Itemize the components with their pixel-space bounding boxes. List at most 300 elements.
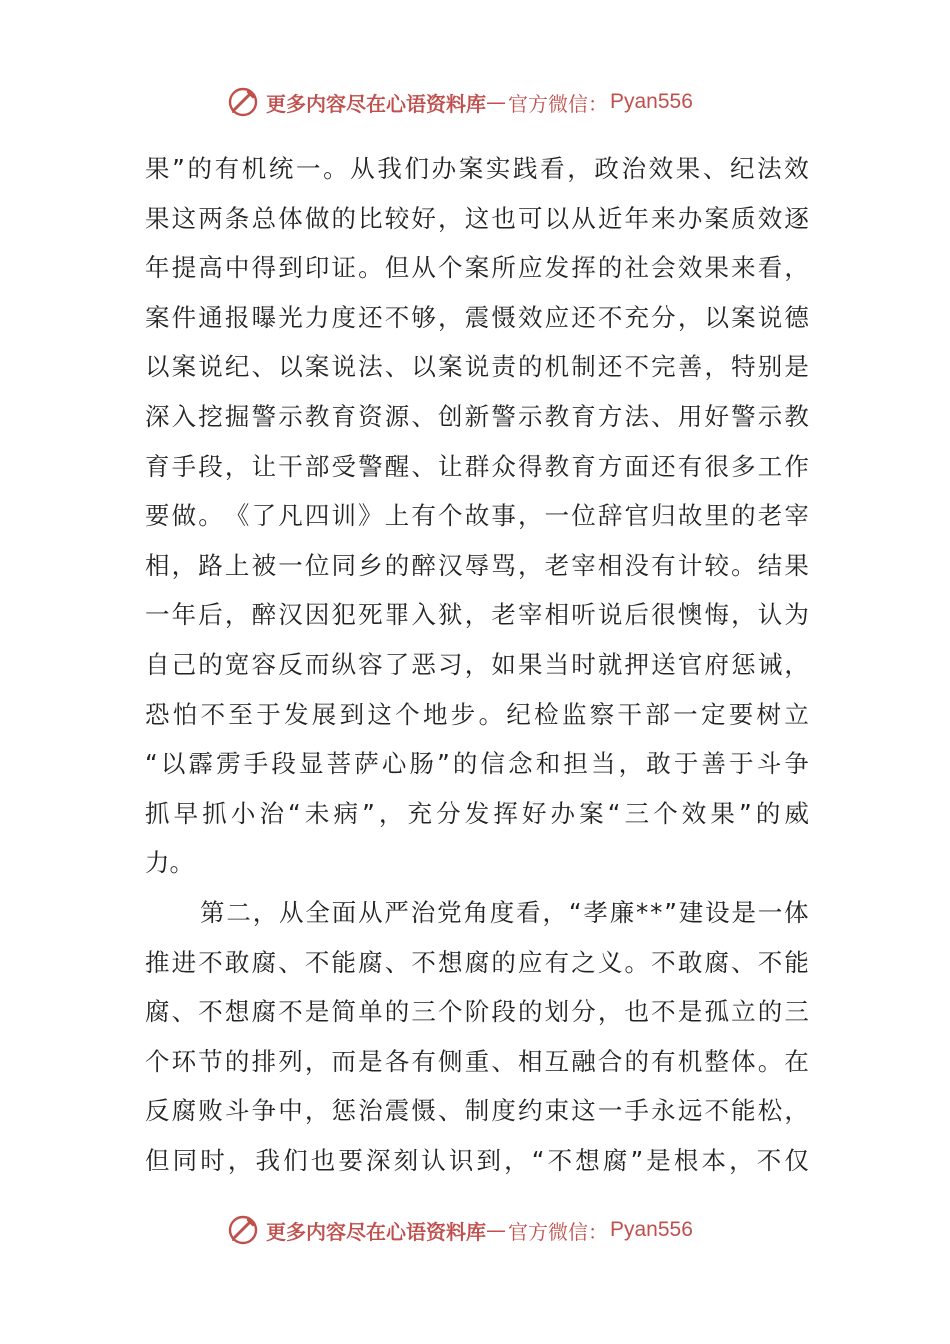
glyph: ， xyxy=(542,897,567,927)
glyph: 惩 xyxy=(731,649,756,679)
glyph: 让 xyxy=(438,451,463,481)
glyph: 的 xyxy=(384,997,410,1027)
glyph: 很 xyxy=(651,600,676,630)
glyph: 光 xyxy=(278,302,303,332)
glyph: 全 xyxy=(305,897,330,927)
glyph: 以 xyxy=(145,352,170,382)
glyph: 担 xyxy=(563,749,588,779)
glyph: 的 xyxy=(198,649,223,679)
glyph: 体 xyxy=(784,897,809,927)
glyph: 充 xyxy=(407,798,432,828)
glyph: 汉 xyxy=(278,600,303,630)
glyph: 刻 xyxy=(393,1145,419,1175)
glyph: ， xyxy=(464,649,490,679)
watermark-wechat-label: 官方微信： xyxy=(508,91,608,116)
glyph: ” xyxy=(739,798,752,828)
glyph: ， xyxy=(597,997,623,1027)
glyph: 们 xyxy=(404,154,429,183)
glyph: 案 xyxy=(145,302,170,332)
glyph: 腐 xyxy=(251,997,277,1027)
glyph: 是 xyxy=(731,897,756,927)
glyph: 不 xyxy=(756,1145,782,1175)
glyph: 到 xyxy=(278,253,303,283)
glyph: 恶 xyxy=(411,649,436,679)
watermark-wechat-label: 官方微信： xyxy=(508,1219,608,1244)
glyph: 有 xyxy=(411,501,436,531)
glyph: 政 xyxy=(594,154,619,183)
glyph: 育 xyxy=(571,451,596,481)
glyph: 的 xyxy=(517,352,543,382)
glyph: 办 xyxy=(677,203,703,233)
glyph: 悔 xyxy=(704,600,729,630)
glyph: 。 xyxy=(624,947,650,977)
glyph: 合 xyxy=(597,1046,623,1076)
glyph: 面 xyxy=(331,897,357,927)
glyph: 、 xyxy=(438,1096,463,1126)
glyph: 骂 xyxy=(491,550,516,580)
glyph: 够 xyxy=(411,302,436,332)
glyph: 慑 xyxy=(491,302,516,332)
glyph: 分 xyxy=(571,997,596,1027)
glyph: 应 xyxy=(517,947,543,977)
glyph: 监 xyxy=(561,699,587,729)
glyph: 宰 xyxy=(784,501,809,531)
glyph: 容 xyxy=(251,649,277,679)
glyph: 说 xyxy=(331,352,356,382)
glyph: 充 xyxy=(624,302,650,332)
glyph: 以 xyxy=(278,352,303,382)
glyph: 入 xyxy=(171,401,197,431)
glyph: 远 xyxy=(677,1096,703,1126)
glyph: 、 xyxy=(491,1046,516,1076)
glyph: 发 xyxy=(464,798,490,828)
glyph: “ xyxy=(288,798,301,828)
glyph: 约 xyxy=(517,1096,543,1126)
glyph: 二 xyxy=(226,897,251,927)
glyph: 中 xyxy=(224,253,250,283)
glyph: 懊 xyxy=(677,600,703,630)
glyph: 好 xyxy=(521,798,547,828)
glyph: 展 xyxy=(311,699,337,729)
glyph: 。 xyxy=(731,550,756,580)
glyph: 环 xyxy=(171,1046,197,1076)
glyph: 信 xyxy=(480,749,506,779)
text-line xyxy=(145,442,809,492)
glyph: 、 xyxy=(411,451,436,481)
glyph: 这 xyxy=(464,203,490,233)
glyph: 显 xyxy=(298,749,324,779)
glyph: 分 xyxy=(651,302,676,332)
glyph: 能 xyxy=(731,1096,756,1126)
glyph: 我 xyxy=(255,1145,280,1175)
glyph: 这 xyxy=(571,1096,596,1126)
glyph: 办 xyxy=(550,798,576,828)
glyph: 相 xyxy=(544,600,570,630)
glyph: ” xyxy=(437,749,450,779)
glyph: 警 xyxy=(251,401,277,431)
glyph: 腐 xyxy=(464,947,490,977)
glyph: 时 xyxy=(200,1145,225,1175)
glyph: 位 xyxy=(571,501,596,531)
glyph: 》 xyxy=(358,501,383,531)
glyph: 还 xyxy=(651,451,676,481)
glyph: 、 xyxy=(384,352,410,382)
glyph: 年 xyxy=(145,253,170,283)
glyph: 质 xyxy=(731,203,756,233)
glyph: 心 xyxy=(381,749,407,779)
glyph: 争 xyxy=(251,1096,277,1126)
glyph: ， xyxy=(567,154,592,183)
glyph: 证 xyxy=(331,253,356,283)
glyph: 不 xyxy=(384,302,410,332)
glyph: 威 xyxy=(784,798,809,828)
glyph: 多 xyxy=(731,451,756,481)
glyph: 效 xyxy=(784,154,809,183)
glyph: 果 xyxy=(517,649,543,679)
glyph: 实 xyxy=(485,154,511,183)
glyph: 挥 xyxy=(571,253,596,283)
glyph: 认 xyxy=(421,1145,446,1175)
glyph: 中 xyxy=(278,1096,303,1126)
glyph: 不 xyxy=(198,997,223,1027)
glyph: 三 xyxy=(784,997,809,1027)
glyph: 是 xyxy=(646,1145,671,1175)
glyph: 习 xyxy=(438,649,463,679)
glyph: 永 xyxy=(651,1096,676,1126)
glyph: 念 xyxy=(508,749,533,779)
glyph: 制 xyxy=(571,352,596,382)
glyph: 说 xyxy=(757,302,783,332)
glyph: 很 xyxy=(704,451,729,481)
glyph: 面 xyxy=(624,451,650,481)
glyph: 纪 xyxy=(224,352,250,382)
watermark-dash: — xyxy=(486,90,506,114)
glyph: 故 xyxy=(677,501,703,531)
glyph: 不 xyxy=(278,997,303,1027)
glyph: 后 xyxy=(624,600,650,630)
glyph: 己 xyxy=(171,649,197,679)
glyph: 以 xyxy=(160,749,186,779)
glyph: 于 xyxy=(256,699,281,729)
glyph: 要 xyxy=(338,1145,363,1175)
glyph: 廉 xyxy=(609,897,635,927)
glyph: 掘 xyxy=(224,401,250,431)
glyph: ， xyxy=(618,749,644,779)
glyph: “ xyxy=(607,798,621,828)
glyph: 善 xyxy=(701,749,727,779)
glyph: 果 xyxy=(784,550,809,580)
glyph: 立 xyxy=(784,699,809,729)
glyph: 划 xyxy=(544,997,570,1027)
document-body xyxy=(145,144,809,1185)
glyph: 一 xyxy=(673,699,698,729)
glyph: 腐 xyxy=(358,947,383,977)
glyph: 说 xyxy=(597,600,623,630)
glyph: 说 xyxy=(198,352,223,382)
glyph: 别 xyxy=(757,352,783,382)
glyph: 果 xyxy=(704,253,729,283)
glyph: 反 xyxy=(278,649,303,679)
glyph: 不 xyxy=(651,997,676,1027)
glyph: 一 xyxy=(597,1096,623,1126)
glyph: 上 xyxy=(224,550,250,580)
glyph: 腐 xyxy=(251,947,277,977)
glyph: 入 xyxy=(411,600,436,630)
glyph: 力 xyxy=(304,302,330,332)
glyph: 段 xyxy=(198,451,223,481)
glyph: 治 xyxy=(621,154,646,183)
glyph: 效 xyxy=(648,154,674,183)
glyph: 怕 xyxy=(172,699,198,729)
glyph: 力 xyxy=(145,848,170,878)
glyph: 做 xyxy=(171,501,197,531)
glyph: 看 xyxy=(516,897,541,927)
glyph: 排 xyxy=(251,1046,277,1076)
glyph: 育 xyxy=(331,401,356,431)
glyph: “ xyxy=(568,897,582,927)
glyph: ， xyxy=(517,550,543,580)
glyph: 凡 xyxy=(278,501,303,531)
glyph: 于 xyxy=(729,749,754,779)
glyph: 一 xyxy=(757,897,783,927)
glyph: ， xyxy=(731,600,756,630)
glyph: 好 xyxy=(411,203,436,233)
glyph: 逐 xyxy=(784,203,809,233)
glyph: 。 xyxy=(198,501,223,531)
glyph: 了 xyxy=(251,501,277,531)
glyph: 的 xyxy=(757,997,783,1027)
glyph: ， xyxy=(438,302,463,332)
text-line xyxy=(145,987,809,1037)
glyph: 教 xyxy=(544,451,570,481)
glyph: 度 xyxy=(331,302,356,332)
glyph: 案 xyxy=(731,302,756,332)
glyph: 警 xyxy=(731,401,756,431)
glyph: 孝 xyxy=(583,897,608,927)
glyph: 狱 xyxy=(438,600,463,630)
glyph: 群 xyxy=(464,451,490,481)
glyph: “ xyxy=(145,749,158,779)
footer-watermark xyxy=(226,1210,693,1250)
glyph: 能 xyxy=(784,947,809,977)
glyph: 未 xyxy=(304,798,330,828)
glyph: 不 xyxy=(200,699,226,729)
glyph: 德 xyxy=(784,302,809,332)
glyph: 深 xyxy=(366,1145,391,1175)
glyph: 法 xyxy=(624,401,650,431)
glyph: 来 xyxy=(731,253,756,283)
glyph: 是 xyxy=(784,352,809,382)
glyph: 但 xyxy=(384,253,410,283)
glyph: 相 xyxy=(517,1046,543,1076)
glyph: 被 xyxy=(251,550,277,580)
text-line xyxy=(145,1086,809,1136)
glyph: 比 xyxy=(358,203,383,233)
glyph: 个 xyxy=(145,1046,170,1076)
glyph: 部 xyxy=(304,451,330,481)
glyph: 归 xyxy=(651,501,676,531)
glyph: 。 xyxy=(478,699,504,729)
glyph: 树 xyxy=(756,699,782,729)
glyph: 醒 xyxy=(384,451,410,481)
glyph: 个 xyxy=(438,997,463,1027)
glyph: 法 xyxy=(757,154,782,183)
glyph: 教 xyxy=(304,401,330,431)
glyph: 惩 xyxy=(331,1096,356,1126)
glyph: 反 xyxy=(145,1096,170,1126)
glyph: 重 xyxy=(464,1046,490,1076)
glyph: 《 xyxy=(224,501,250,531)
glyph: 根 xyxy=(673,1145,699,1175)
glyph: 的 xyxy=(452,749,478,779)
glyph: 立 xyxy=(731,997,756,1027)
glyph: 还 xyxy=(597,352,623,382)
glyph: 宽 xyxy=(224,649,250,679)
glyph: 效 xyxy=(757,203,783,233)
glyph: 步 xyxy=(450,699,476,729)
glyph: 创 xyxy=(438,401,463,431)
glyph: 定 xyxy=(700,699,726,729)
glyph: 方 xyxy=(597,401,623,431)
glyph: 体 xyxy=(278,203,303,233)
glyph: 示 xyxy=(757,401,783,431)
glyph: 案 xyxy=(704,203,729,233)
glyph: 果 xyxy=(145,154,170,183)
glyph: 得 xyxy=(251,253,277,283)
glyph: 这 xyxy=(171,203,197,233)
glyph: 就 xyxy=(597,649,623,679)
glyph: 一 xyxy=(145,600,170,630)
glyph: 雳 xyxy=(216,749,241,779)
glyph: 单 xyxy=(358,997,383,1027)
glyph: 育 xyxy=(145,451,170,481)
glyph: 用 xyxy=(677,401,703,431)
glyph: 件 xyxy=(171,302,197,332)
glyph: 治 xyxy=(358,1096,383,1126)
glyph: 有 xyxy=(544,947,570,977)
glyph: 不 xyxy=(624,352,650,382)
glyph: 仅 xyxy=(784,1145,809,1175)
glyph: 官 xyxy=(624,501,650,531)
glyph: 好 xyxy=(704,401,729,431)
glyph: ， xyxy=(224,451,250,481)
glyph: 相 xyxy=(597,550,623,580)
glyph: 推 xyxy=(145,947,170,977)
glyph: 乡 xyxy=(358,550,383,580)
glyph: 应 xyxy=(544,302,570,332)
glyph: 腐 xyxy=(602,1145,628,1175)
header-watermark xyxy=(226,82,693,122)
glyph: 位 xyxy=(304,550,330,580)
glyph: 当 xyxy=(544,649,570,679)
glyph: ， xyxy=(227,1145,253,1175)
glyph: ， xyxy=(224,600,250,630)
glyph: 的 xyxy=(624,1046,650,1076)
glyph: 松 xyxy=(757,1096,783,1126)
glyph: 三 xyxy=(411,997,436,1027)
glyph: 老 xyxy=(757,501,783,531)
text-line xyxy=(145,1136,809,1186)
watermark-dash: — xyxy=(486,1218,506,1242)
glyph: 手 xyxy=(171,451,197,481)
glyph: 争 xyxy=(784,749,809,779)
glyph: 可 xyxy=(517,203,543,233)
glyph: 年 xyxy=(624,203,650,233)
glyph: 高 xyxy=(198,253,223,283)
glyph: 一 xyxy=(278,550,303,580)
glyph: 有 xyxy=(677,451,703,481)
glyph: 孤 xyxy=(704,997,729,1027)
glyph: 败 xyxy=(198,1096,223,1126)
text-line xyxy=(145,541,809,591)
glyph: 效 xyxy=(517,302,543,332)
text-line xyxy=(145,590,809,640)
glyph: 的 xyxy=(491,947,516,977)
text-line xyxy=(145,789,809,839)
watermark-text: 更多内容尽在心语资料库 xyxy=(266,1219,486,1244)
glyph: 府 xyxy=(704,649,729,679)
glyph: 示 xyxy=(517,401,543,431)
glyph: 上 xyxy=(384,501,410,531)
glyph: 于 xyxy=(673,749,699,779)
glyph: 察 xyxy=(589,699,615,729)
glyph: 罪 xyxy=(384,600,410,630)
glyph: 责 xyxy=(491,352,516,382)
glyph: 严 xyxy=(384,897,409,927)
glyph: 不 xyxy=(304,947,330,977)
glyph: 众 xyxy=(491,451,516,481)
glyph: 节 xyxy=(198,1046,223,1076)
glyph: 深 xyxy=(145,401,170,431)
glyph: 融 xyxy=(571,1046,596,1076)
glyph: 。 xyxy=(757,1046,783,1076)
glyph: 让 xyxy=(251,451,277,481)
glyph: 想 xyxy=(438,947,463,977)
glyph: 腐 xyxy=(145,997,170,1027)
text-line xyxy=(145,690,809,740)
glyph: 相 xyxy=(145,550,170,580)
glyph: ” xyxy=(172,154,185,183)
glyph: 两 xyxy=(198,203,223,233)
glyph: 机 xyxy=(544,352,570,382)
glyph: 辞 xyxy=(597,501,623,531)
glyph: “ xyxy=(531,1145,545,1175)
glyph: 宰 xyxy=(571,550,596,580)
glyph: 案 xyxy=(458,154,484,183)
glyph: 震 xyxy=(464,302,490,332)
glyph: 故 xyxy=(464,501,490,531)
glyph: 不 xyxy=(411,947,436,977)
glyph: 抓 xyxy=(202,798,227,828)
text-line xyxy=(145,144,809,194)
glyph: 诫 xyxy=(757,649,783,679)
glyph: 案 xyxy=(438,352,463,382)
glyph: 不 xyxy=(597,302,623,332)
glyph: 教 xyxy=(544,401,570,431)
text-line xyxy=(145,1037,809,1087)
glyph: 果 xyxy=(145,203,170,233)
glyph: 为 xyxy=(784,600,809,630)
glyph: 四 xyxy=(304,501,330,531)
glyph: 肠 xyxy=(409,749,434,779)
glyph: 段 xyxy=(271,749,296,779)
glyph: 的 xyxy=(517,997,543,1027)
glyph: ， xyxy=(784,253,809,283)
glyph: 从 xyxy=(358,897,383,927)
glyph: 后 xyxy=(198,600,223,630)
glyph: 的 xyxy=(187,154,212,183)
glyph: 以 xyxy=(411,352,436,382)
